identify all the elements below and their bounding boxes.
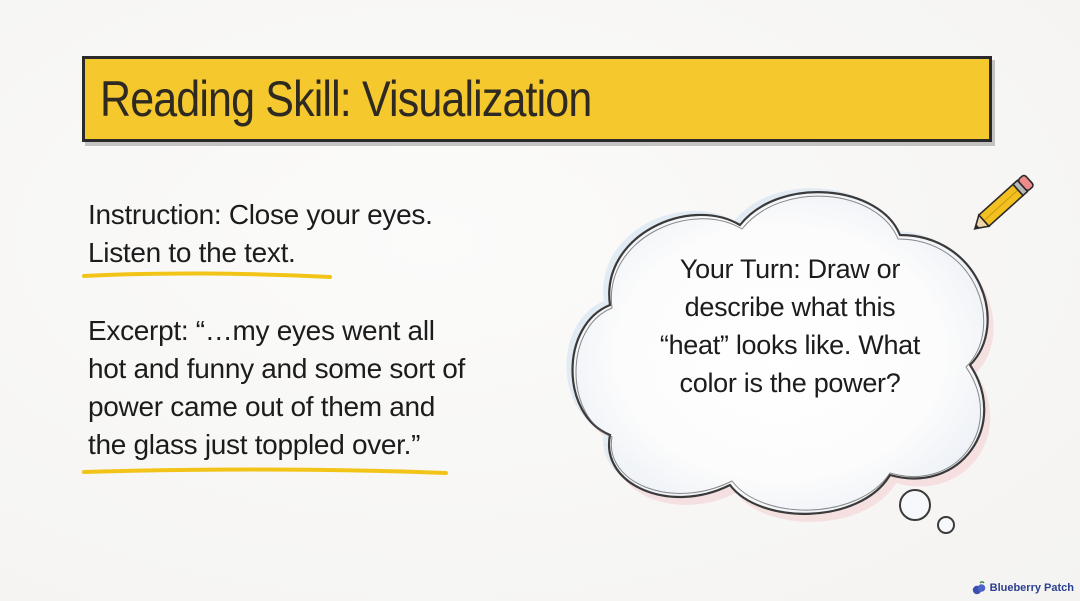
slide-title: Reading Skill: Visualization bbox=[100, 71, 592, 127]
your-turn-line-1: Your Turn: Draw or bbox=[679, 254, 901, 284]
instruction-underline bbox=[80, 264, 460, 284]
excerpt-line-3: power came out of them and bbox=[88, 391, 436, 422]
pencil-icon bbox=[962, 166, 1042, 244]
blueberry-icon bbox=[971, 580, 987, 596]
brand-watermark bbox=[971, 580, 1074, 596]
instruction-text bbox=[88, 196, 433, 272]
instruction-line-2: Listen to the text. bbox=[88, 237, 296, 268]
excerpt-line-1: Excerpt: “…my eyes went all bbox=[88, 315, 435, 346]
thought-bubble-large bbox=[900, 490, 930, 520]
excerpt-line-4: the glass just toppled over.” bbox=[88, 429, 421, 460]
brand-label: Blueberry Patch bbox=[989, 582, 1074, 594]
thought-bubble-small bbox=[938, 517, 954, 533]
excerpt-text bbox=[88, 312, 465, 464]
your-turn-line-3: “heat” looks like. What bbox=[659, 330, 921, 360]
excerpt-underline bbox=[80, 462, 460, 482]
instruction-line-1: Instruction: Close your eyes. bbox=[88, 199, 433, 230]
your-turn-line-4: color is the power? bbox=[679, 368, 901, 398]
your-turn-text bbox=[630, 250, 950, 402]
excerpt-line-2: hot and funny and some sort of bbox=[88, 353, 466, 384]
your-turn-line-2: describe what this bbox=[684, 292, 896, 322]
